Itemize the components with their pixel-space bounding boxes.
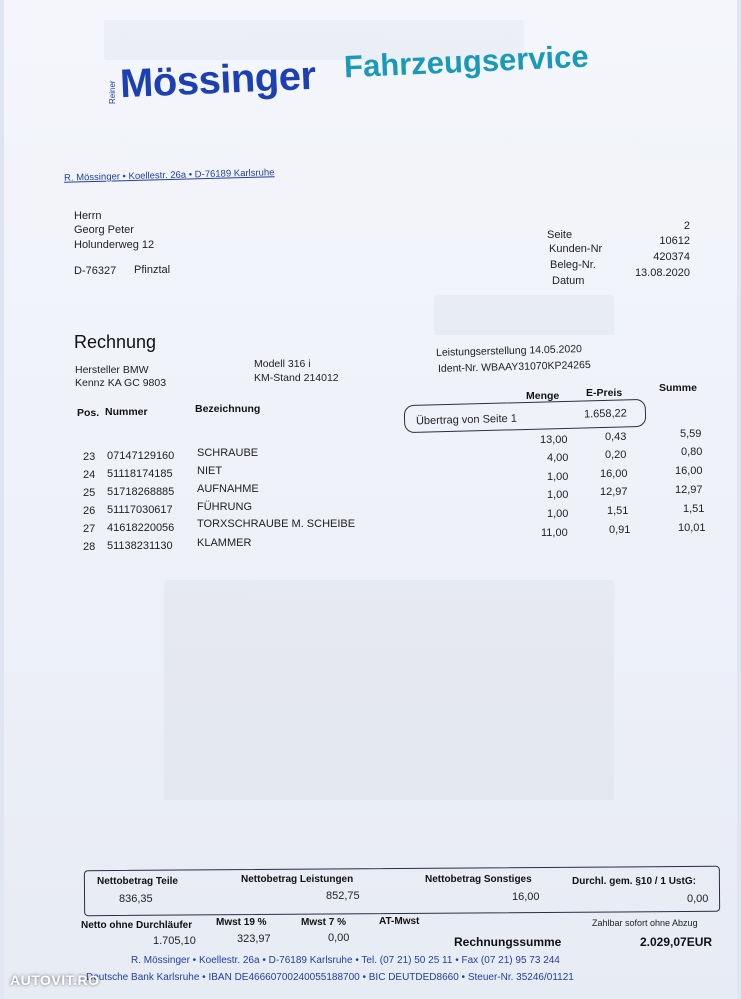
table-row-quantity: 1,00	[547, 471, 569, 483]
vehicle-manufacturer: Hersteller BMW	[75, 364, 149, 376]
invoice-sheet	[4, 0, 737, 999]
net-parts-label: Nettobetrag Teile	[97, 876, 178, 887]
recipient-street: Holunderweg 12	[74, 239, 155, 251]
date-label: Datum	[552, 275, 585, 287]
document-title: Rechnung	[74, 332, 157, 352]
invoice-total-label: Rechnungssumme	[454, 935, 562, 949]
col-header-description: Bezeichnung	[195, 403, 261, 415]
table-row-description: FÜHRUNG	[197, 501, 252, 513]
vehicle-vin: Ident-Nr. WBAAY31070KP24265	[437, 359, 591, 375]
vehicle-plate: Kennz KA GC 9803	[75, 377, 167, 389]
net-total-label: Netto ohne Durchläufer	[81, 920, 193, 931]
vehicle-mileage: KM-Stand 214012	[254, 372, 339, 384]
col-header-number: Nummer	[105, 406, 148, 418]
carryover-label: Übertrag von Seite 1	[415, 412, 518, 428]
totals-box	[84, 866, 720, 916]
table-row-sum: 12,97	[675, 484, 703, 496]
table-row-description: NIET	[197, 465, 223, 477]
net-total-value: 1.705,10	[153, 935, 196, 947]
table-row-pos: 26	[83, 505, 96, 517]
table-row-number: 51118174185	[107, 468, 173, 480]
col-header-quantity: Menge	[526, 390, 560, 402]
table-row-number: 07147129160	[107, 450, 175, 462]
company-logo-name: Mössinger	[119, 53, 317, 107]
recipient-salutation: Herrn	[74, 210, 102, 222]
col-header-unit-price: E-Preis	[586, 387, 623, 399]
table-row-description: KLAMMER	[197, 537, 252, 549]
table-row-pos: 28	[83, 541, 96, 553]
pass-through-label: Durchl. gem. §10 / 1 UstG:	[572, 876, 696, 887]
recipient-postal: D-76327	[74, 265, 117, 277]
invoice-total-value: 2.029,07EUR	[640, 935, 713, 949]
table-row-unit-price: 0,91	[609, 524, 631, 536]
table-row-pos: 27	[83, 523, 96, 535]
customer-number-value: 10612	[659, 235, 690, 247]
recipient-city: Pfinztal	[134, 264, 171, 276]
table-row-description: SCHRAUBE	[197, 447, 259, 459]
at-vat-label: AT-Mwst	[379, 916, 420, 927]
sender-line: R. Mössinger • Koellestr. 26a • D-76189 Karlsruhe	[63, 167, 275, 184]
table-row-pos: 23	[83, 451, 96, 463]
customer-number-label: Kunden-Nr	[549, 243, 603, 255]
footer-bank: Deutsche Bank Karlsruhe • IBAN DE46660700240055188700 • BIC DEUTDED8660 • Steuer-Nr. 35246/01121	[86, 972, 574, 983]
table-row-sum: 0,80	[681, 446, 703, 458]
document-number-value: 420374	[653, 251, 690, 263]
date-value: 13.08.2020	[634, 267, 690, 279]
table-row-unit-price: 1,51	[607, 505, 629, 517]
table-row-unit-price: 0,20	[605, 449, 627, 461]
recipient-name: Georg Peter	[74, 224, 134, 236]
table-row-number: 51117030617	[107, 504, 173, 516]
bleed-through	[164, 580, 614, 800]
table-row-pos: 25	[83, 487, 96, 499]
carryover-value: 1.658,22	[583, 407, 627, 421]
vat-19-value: 323,97	[237, 933, 271, 945]
table-row-number: 41618220056	[107, 522, 175, 534]
table-row-number: 51138231130	[107, 540, 173, 552]
logo-first-name: Reiner	[108, 80, 117, 104]
table-row-sum: 16,00	[675, 465, 703, 477]
col-header-sum: Summe	[659, 382, 697, 394]
watermark: AUTOVIT.RO	[10, 972, 100, 988]
company-logo-subtitle: Fahrzeugservice	[343, 38, 590, 85]
vat-7-label: Mwst 7 %	[301, 917, 347, 928]
table-row-quantity: 13,00	[540, 434, 568, 446]
net-services-value: 852,75	[326, 890, 360, 902]
footer-address: R. Mössinger • Koellestr. 26a • D-76189 Karlsruhe • Tel. (07 21) 50 25 11 • Fax (07 21) 95 73 244	[131, 955, 560, 966]
net-other-label: Nettobetrag Sonstiges	[425, 874, 532, 885]
net-services-label: Nettobetrag Leistungen	[241, 874, 354, 885]
table-row-pos: 24	[83, 469, 96, 481]
table-row-description: TORXSCHRAUBE M. SCHEIBE	[197, 518, 356, 530]
table-row-quantity: 1,00	[547, 508, 569, 520]
table-row-number: 51718268885	[107, 486, 175, 498]
table-row-sum: 5,59	[680, 428, 702, 440]
table-row-sum: 1,51	[683, 503, 705, 515]
table-row-quantity: 11,00	[541, 527, 568, 539]
vat-19-label: Mwst 19 %	[216, 917, 267, 928]
col-header-pos: Pos.	[77, 407, 100, 419]
pass-through-value: 0,00	[687, 893, 709, 905]
net-other-value: 16,00	[512, 891, 540, 903]
service-date: Leistungserstellung 14.05.2020	[435, 343, 583, 359]
table-row-sum: 10,01	[678, 522, 706, 534]
bleed-through	[434, 295, 614, 335]
vehicle-model: Modell 316 i	[254, 358, 311, 370]
table-row-quantity: 4,00	[547, 452, 569, 464]
net-parts-value: 836,35	[119, 893, 153, 905]
table-row-unit-price: 16,00	[600, 468, 628, 480]
table-row-description: AUFNAHME	[197, 483, 259, 495]
payment-terms: Zahlbar sofort ohne Abzug	[592, 918, 698, 928]
page-value: 2	[683, 220, 690, 232]
vat-7-value: 0,00	[328, 932, 350, 944]
table-row-unit-price: 0,43	[605, 431, 627, 443]
page-label: Seite	[547, 229, 573, 241]
table-row-quantity: 1,00	[547, 489, 569, 501]
document-number-label: Beleg-Nr.	[550, 259, 596, 271]
table-row-unit-price: 12,97	[600, 486, 628, 498]
